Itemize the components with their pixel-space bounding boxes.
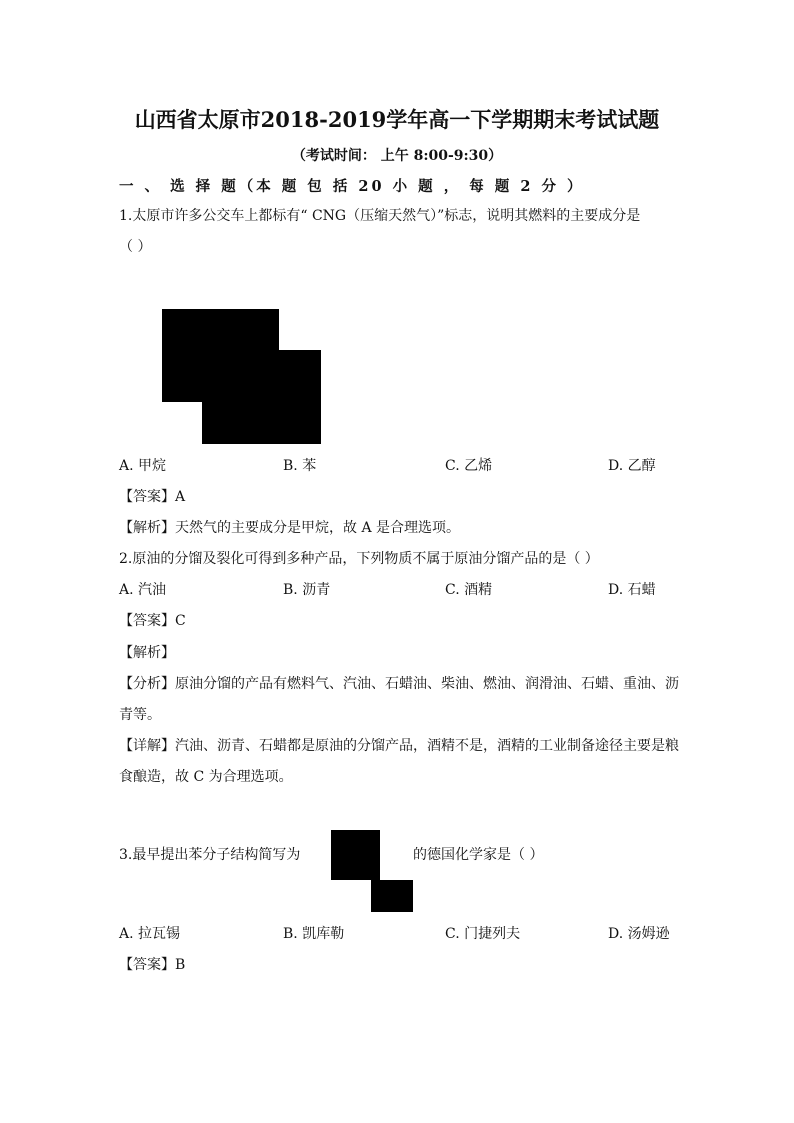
q2-stem: 2.原油的分馏及裂化可得到多种产品，下列物质不属于原油分馏产品的是（ ）: [119, 551, 599, 567]
q2-option-c: C. 酒精: [445, 582, 493, 598]
q2-answer: 【答案】C: [119, 613, 186, 629]
q1-option-b: B. 苯: [283, 458, 317, 474]
q2-option-d: D. 石蜡: [608, 582, 656, 598]
q1-option-c: C. 乙烯: [445, 458, 493, 474]
q3-option-d: D. 汤姆逊: [608, 926, 670, 942]
q3-option-c: C. 门捷列夫: [445, 926, 521, 942]
q1-stem-paren: （ ）: [119, 239, 152, 255]
q1-answer: 【答案】A: [119, 489, 186, 505]
q1-stem: 1.太原市许多公交车上都标有“ CNG（压缩天然气）”标志，说明其燃料的主要成分是: [119, 208, 641, 224]
q2-option-a: A. 汽油: [119, 582, 167, 598]
q2-xiangjie-line2: 食酿造，故 C 为合理选项。: [119, 769, 293, 785]
q2-option-b: B. 沥青: [283, 582, 331, 598]
q2-fenxi-line2: 青等。: [119, 707, 161, 723]
q2-xiangjie-line1: 【详解】汽油、沥青、石蜡都是原油的分馏产品，酒精不是，酒精的工业制备途径主要是粮: [119, 738, 679, 754]
q1-analysis: 【解析】天然气的主要成分是甲烷，故 A 是合理选项。: [119, 520, 461, 536]
q1-option-a: A. 甲烷: [119, 458, 167, 474]
q2-analysis-title: 【解析】: [119, 645, 175, 661]
q3-option-b: B. 凯库勒: [283, 926, 345, 942]
exam-time: （考试时间： 上午 8:00-9:30）: [291, 148, 503, 164]
q3-stem-part2: 的德国化学家是（ ）: [413, 847, 544, 863]
q3-option-a: A. 拉瓦锡: [119, 926, 181, 942]
q3-stem-part1: 3.最早提出苯分子结构简写为: [119, 847, 301, 863]
q3-answer: 【答案】B: [119, 957, 186, 973]
section-heading: 一 、 选 择 题（本 题 包 括 20 小 题 ， 每 题 2 分 ）: [119, 178, 585, 195]
q1-option-d: D. 乙醇: [608, 458, 656, 474]
page-title: 山西省太原市2018-2019学年高一下学期期末考试试题: [134, 107, 660, 132]
q2-fenxi-line1: 【分析】原油分馏的产品有燃料气、汽油、石蜡油、柴油、燃油、润滑油、石蜡、重油、沥: [119, 676, 679, 692]
